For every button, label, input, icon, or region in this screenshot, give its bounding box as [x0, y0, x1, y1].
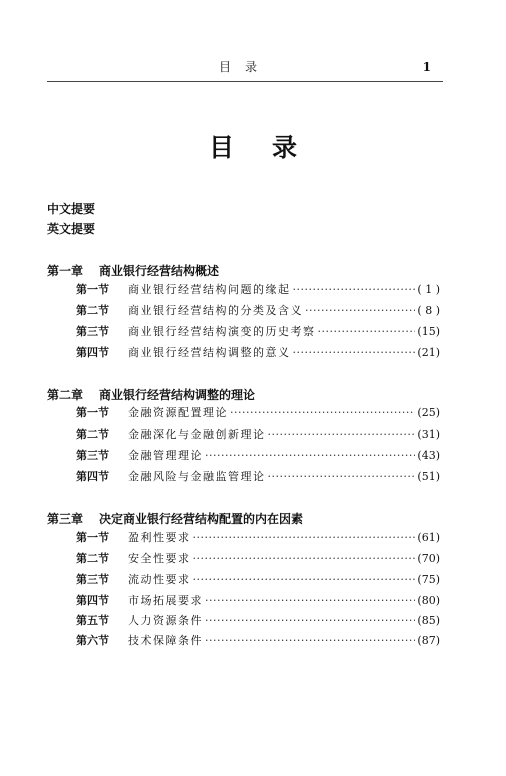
section-title: 金融资源配置理论: [128, 406, 228, 419]
dot-leader: [193, 571, 416, 589]
chapter-number: 第三章: [47, 512, 84, 526]
toc-entry: [76, 323, 440, 341]
section-page: (80): [417, 594, 440, 607]
dot-leader: [205, 592, 415, 610]
section-number: 第二节: [76, 304, 109, 317]
chapter-title: 决定商业银行经营结构配置的内在因素: [99, 512, 304, 526]
dot-leader: [205, 632, 415, 650]
front-matter-chinese-abstract: 中文提要: [47, 202, 96, 216]
section-title: 商业银行经营结构调整的意义: [128, 346, 291, 359]
section-page: (61): [417, 531, 440, 544]
section-page: (85): [417, 614, 440, 627]
section-page: (43): [417, 449, 440, 462]
section-page: (15): [417, 325, 440, 338]
section-page: (25): [417, 406, 440, 419]
dot-leader: [205, 447, 415, 465]
toc-entry: [76, 281, 440, 299]
section-number: 第四节: [76, 346, 109, 359]
section-title: 技术保障条件: [128, 634, 203, 647]
section-number: 第六节: [76, 634, 109, 647]
header-rule: [47, 81, 443, 82]
section-title: 安全性要求: [128, 552, 191, 565]
front-matter-english-abstract: 英文提要: [47, 222, 96, 236]
section-page: (51): [417, 470, 440, 483]
section-number: 第四节: [76, 594, 109, 607]
section-number: 第二节: [76, 428, 109, 441]
section-number: 第五节: [76, 614, 109, 627]
section-page: (21): [417, 346, 440, 359]
section-title: 金融深化与金融创新理论: [128, 428, 266, 441]
section-title: 商业银行经营结构的分类及含义: [128, 304, 303, 317]
section-number: 第一节: [76, 283, 109, 296]
section-title: 盈利性要求: [128, 531, 191, 544]
section-title: 商业银行经营结构演变的历史考察: [128, 325, 316, 338]
toc-entry: [76, 344, 440, 362]
section-number: 第四节: [76, 470, 109, 483]
dot-leader: [193, 529, 416, 547]
dot-leader: [293, 344, 416, 362]
section-title: 金融管理理论: [128, 449, 203, 462]
toc-entry: [76, 529, 440, 547]
dot-leader: [230, 404, 415, 422]
section-page: ( 8 ): [417, 304, 440, 317]
toc-entry: [76, 632, 440, 650]
chapter-heading: [47, 510, 447, 527]
dot-leader: [293, 281, 416, 299]
toc-entry: [76, 447, 440, 465]
toc-entry: [76, 302, 440, 320]
toc-entry: [76, 468, 440, 486]
dot-leader: [193, 550, 416, 568]
dot-leader: [268, 426, 416, 444]
chapter-number: 第一章: [47, 264, 84, 278]
dot-leader: [318, 323, 416, 341]
dot-leader: [268, 468, 416, 486]
page-number: 1: [422, 60, 431, 74]
dot-leader: [205, 612, 415, 630]
dot-leader: [305, 302, 415, 320]
section-number: 第三节: [76, 449, 109, 462]
chapter-heading: [47, 262, 447, 279]
section-title: 市场拓展要求: [128, 594, 203, 607]
toc-entry: [76, 571, 440, 589]
toc-entry: [76, 592, 440, 610]
section-page: (70): [417, 552, 440, 565]
toc-entry: [76, 612, 440, 630]
section-page: (75): [417, 573, 440, 586]
chapter-heading: [47, 386, 447, 403]
section-number: 第三节: [76, 573, 109, 586]
section-title: 商业银行经营结构问题的缘起: [128, 283, 291, 296]
page-title: 目录: [208, 133, 335, 162]
toc-entry: [76, 426, 440, 444]
toc-entry: [76, 550, 440, 568]
chapter-number: 第二章: [47, 388, 84, 402]
chapter-title: 商业银行经营结构调整的理论: [99, 388, 256, 402]
section-number: 第一节: [76, 531, 109, 544]
section-page: (31): [417, 428, 440, 441]
chapter-title: 商业银行经营结构概述: [99, 264, 220, 278]
toc-entry: [76, 404, 440, 422]
section-page: (87): [417, 634, 440, 647]
section-page: ( 1 ): [417, 283, 440, 296]
section-title: 人力资源条件: [128, 614, 203, 627]
running-title: 目录: [218, 60, 271, 74]
section-title: 流动性要求: [128, 573, 191, 586]
section-number: 第三节: [76, 325, 109, 338]
section-number: 第二节: [76, 552, 109, 565]
section-title: 金融风险与金融监管理论: [128, 470, 266, 483]
section-number: 第一节: [76, 406, 109, 419]
running-header: [47, 56, 443, 82]
